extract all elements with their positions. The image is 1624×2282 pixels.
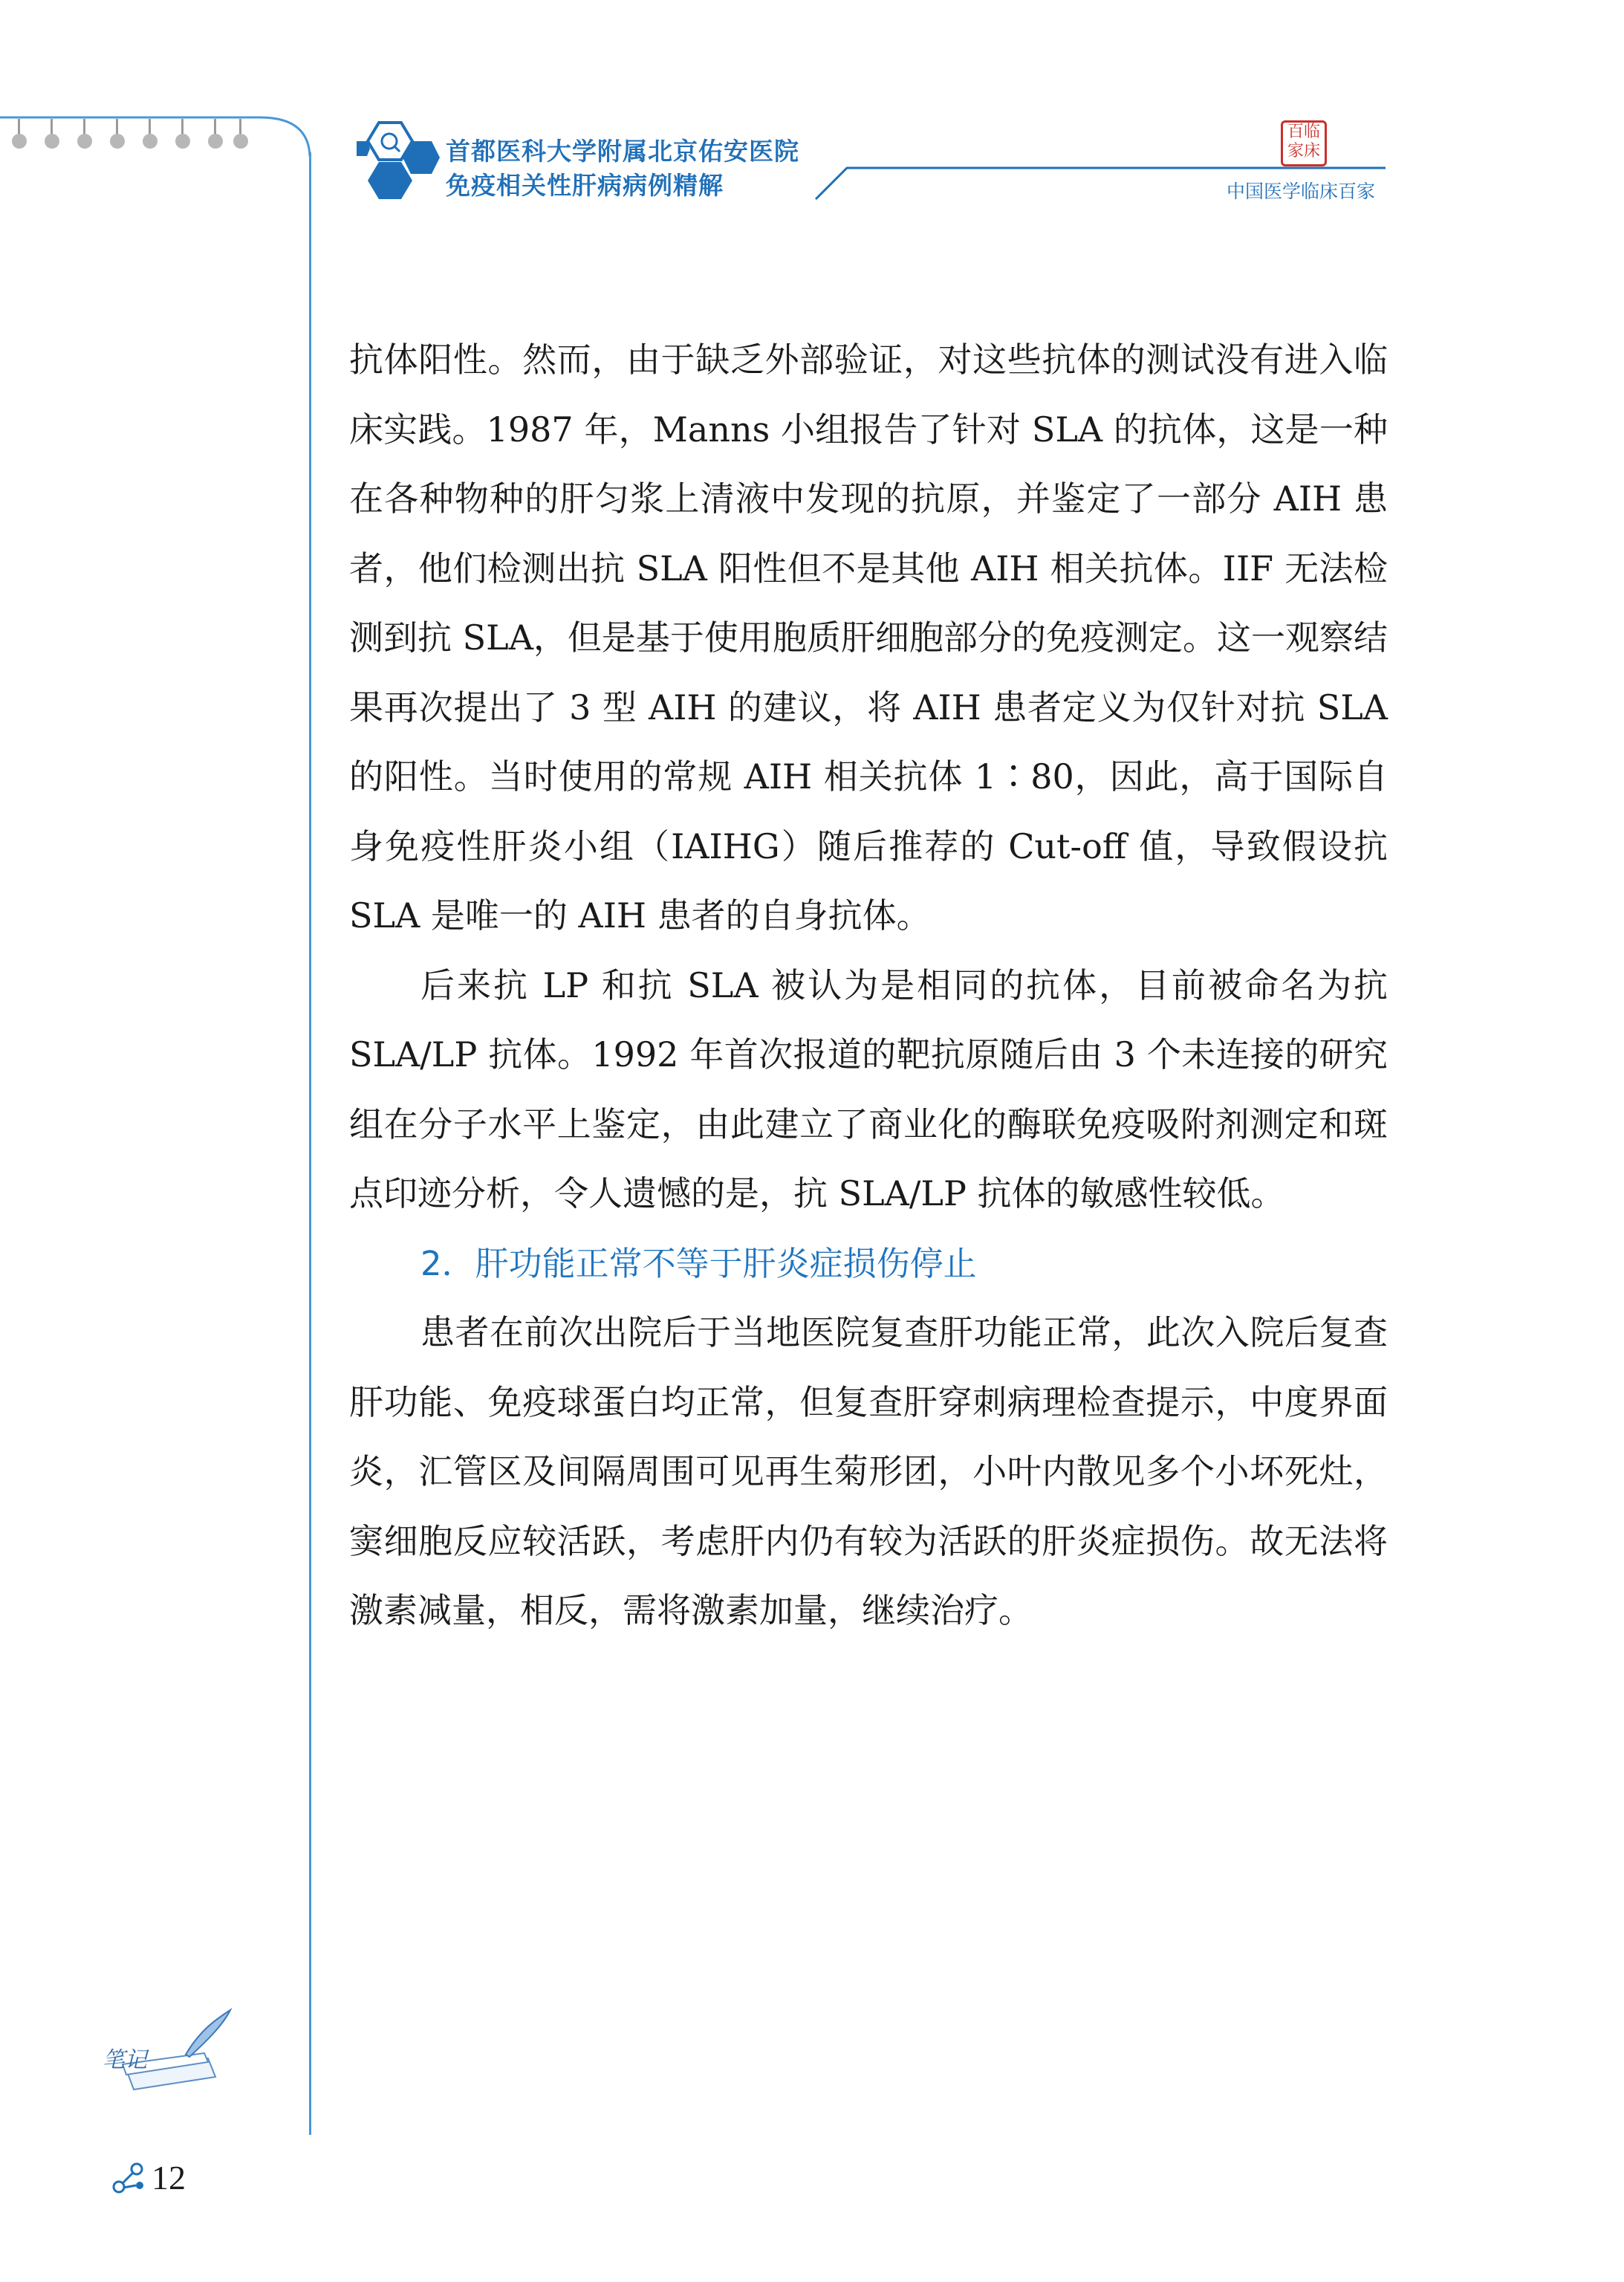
page-number: 12	[152, 2159, 186, 2197]
seal-char: 床	[1304, 142, 1321, 161]
header-title-line1: 首都医科大学附属北京佑安医院	[446, 137, 799, 166]
molecule-icon	[111, 2160, 147, 2196]
series-name: 中国医学临床百家	[1226, 181, 1375, 202]
seal-char: 临	[1304, 123, 1321, 141]
paragraph: 抗体阳性。然而，由于缺乏外部验证，对这些抗体的测试没有进入临床实践。1987 年，Manns 小组报告了针对 SLA 的抗体，这是一种在各种物种的肝匀浆上清液中发现的抗原，并鉴定了一部分 AIH 患者，他们检测出抗 SLA 阳性但不是其他 AIH 相关抗体。IIF 无法检测到抗 SLA，但是基于使用胞质肝细胞部分的免疫测定。这一观察结果再次提出了 3 型 AIH 的建议，将 AIH 患者定义为仅针对抗 SLA 的阳性。当时使用的常规 AIH 相关抗体 1∶80，因此，高于国际自身免疫性肝炎小组（IAIHG）随后推荐的 Cut-off 值，导致假设抗 SLA 是唯一的 AIH 患者的自身抗体。	[349, 340, 1388, 936]
page-number-block	[111, 2158, 186, 2197]
margin-rule	[309, 152, 311, 2135]
seal-row-2	[1283, 142, 1325, 161]
paragraph: 后来抗 LP 和抗 SLA 被认为是相同的抗体，目前被命名为抗 SLA/LP 抗体。1992 年首次报道的靶抗原随后由 3 个未连接的研究组在分子水平上鉴定，由此建立了商业化的酶联免疫吸附剂测定和斑点印迹分析，令人遗憾的是，抗 SLA/LP 抗体的敏感性较低。	[349, 965, 1388, 1213]
series-seal-logo	[1281, 120, 1327, 166]
notes-label: 笔记	[103, 2047, 147, 2073]
seal-char: 家	[1287, 142, 1304, 161]
body-text	[349, 325, 1388, 1646]
section-heading: 2．肝功能正常不等于肝炎症损伤停止	[420, 1243, 977, 1283]
notes-quill-icon	[97, 2006, 238, 2095]
paragraph: 患者在前次出院后于当地医院复查肝功能正常，此次入院后复查肝功能、免疫球蛋白均正常，但复查肝穿刺病理检查提示，中度界面炎，汇管区及间隔周围可见再生菊形团，小叶内散见多个小坏死灶，窦细胞反应较活跃，考虑肝内仍有较为活跃的肝炎症损伤。故无法将激素减量，相反，需将激素加量，继续治疗。	[349, 1312, 1388, 1630]
seal-char: 百	[1287, 123, 1304, 141]
seal-row-1	[1283, 123, 1325, 142]
header-underline	[0, 0, 1624, 223]
header-title-line2: 免疫相关性肝病病例精解	[446, 171, 724, 200]
